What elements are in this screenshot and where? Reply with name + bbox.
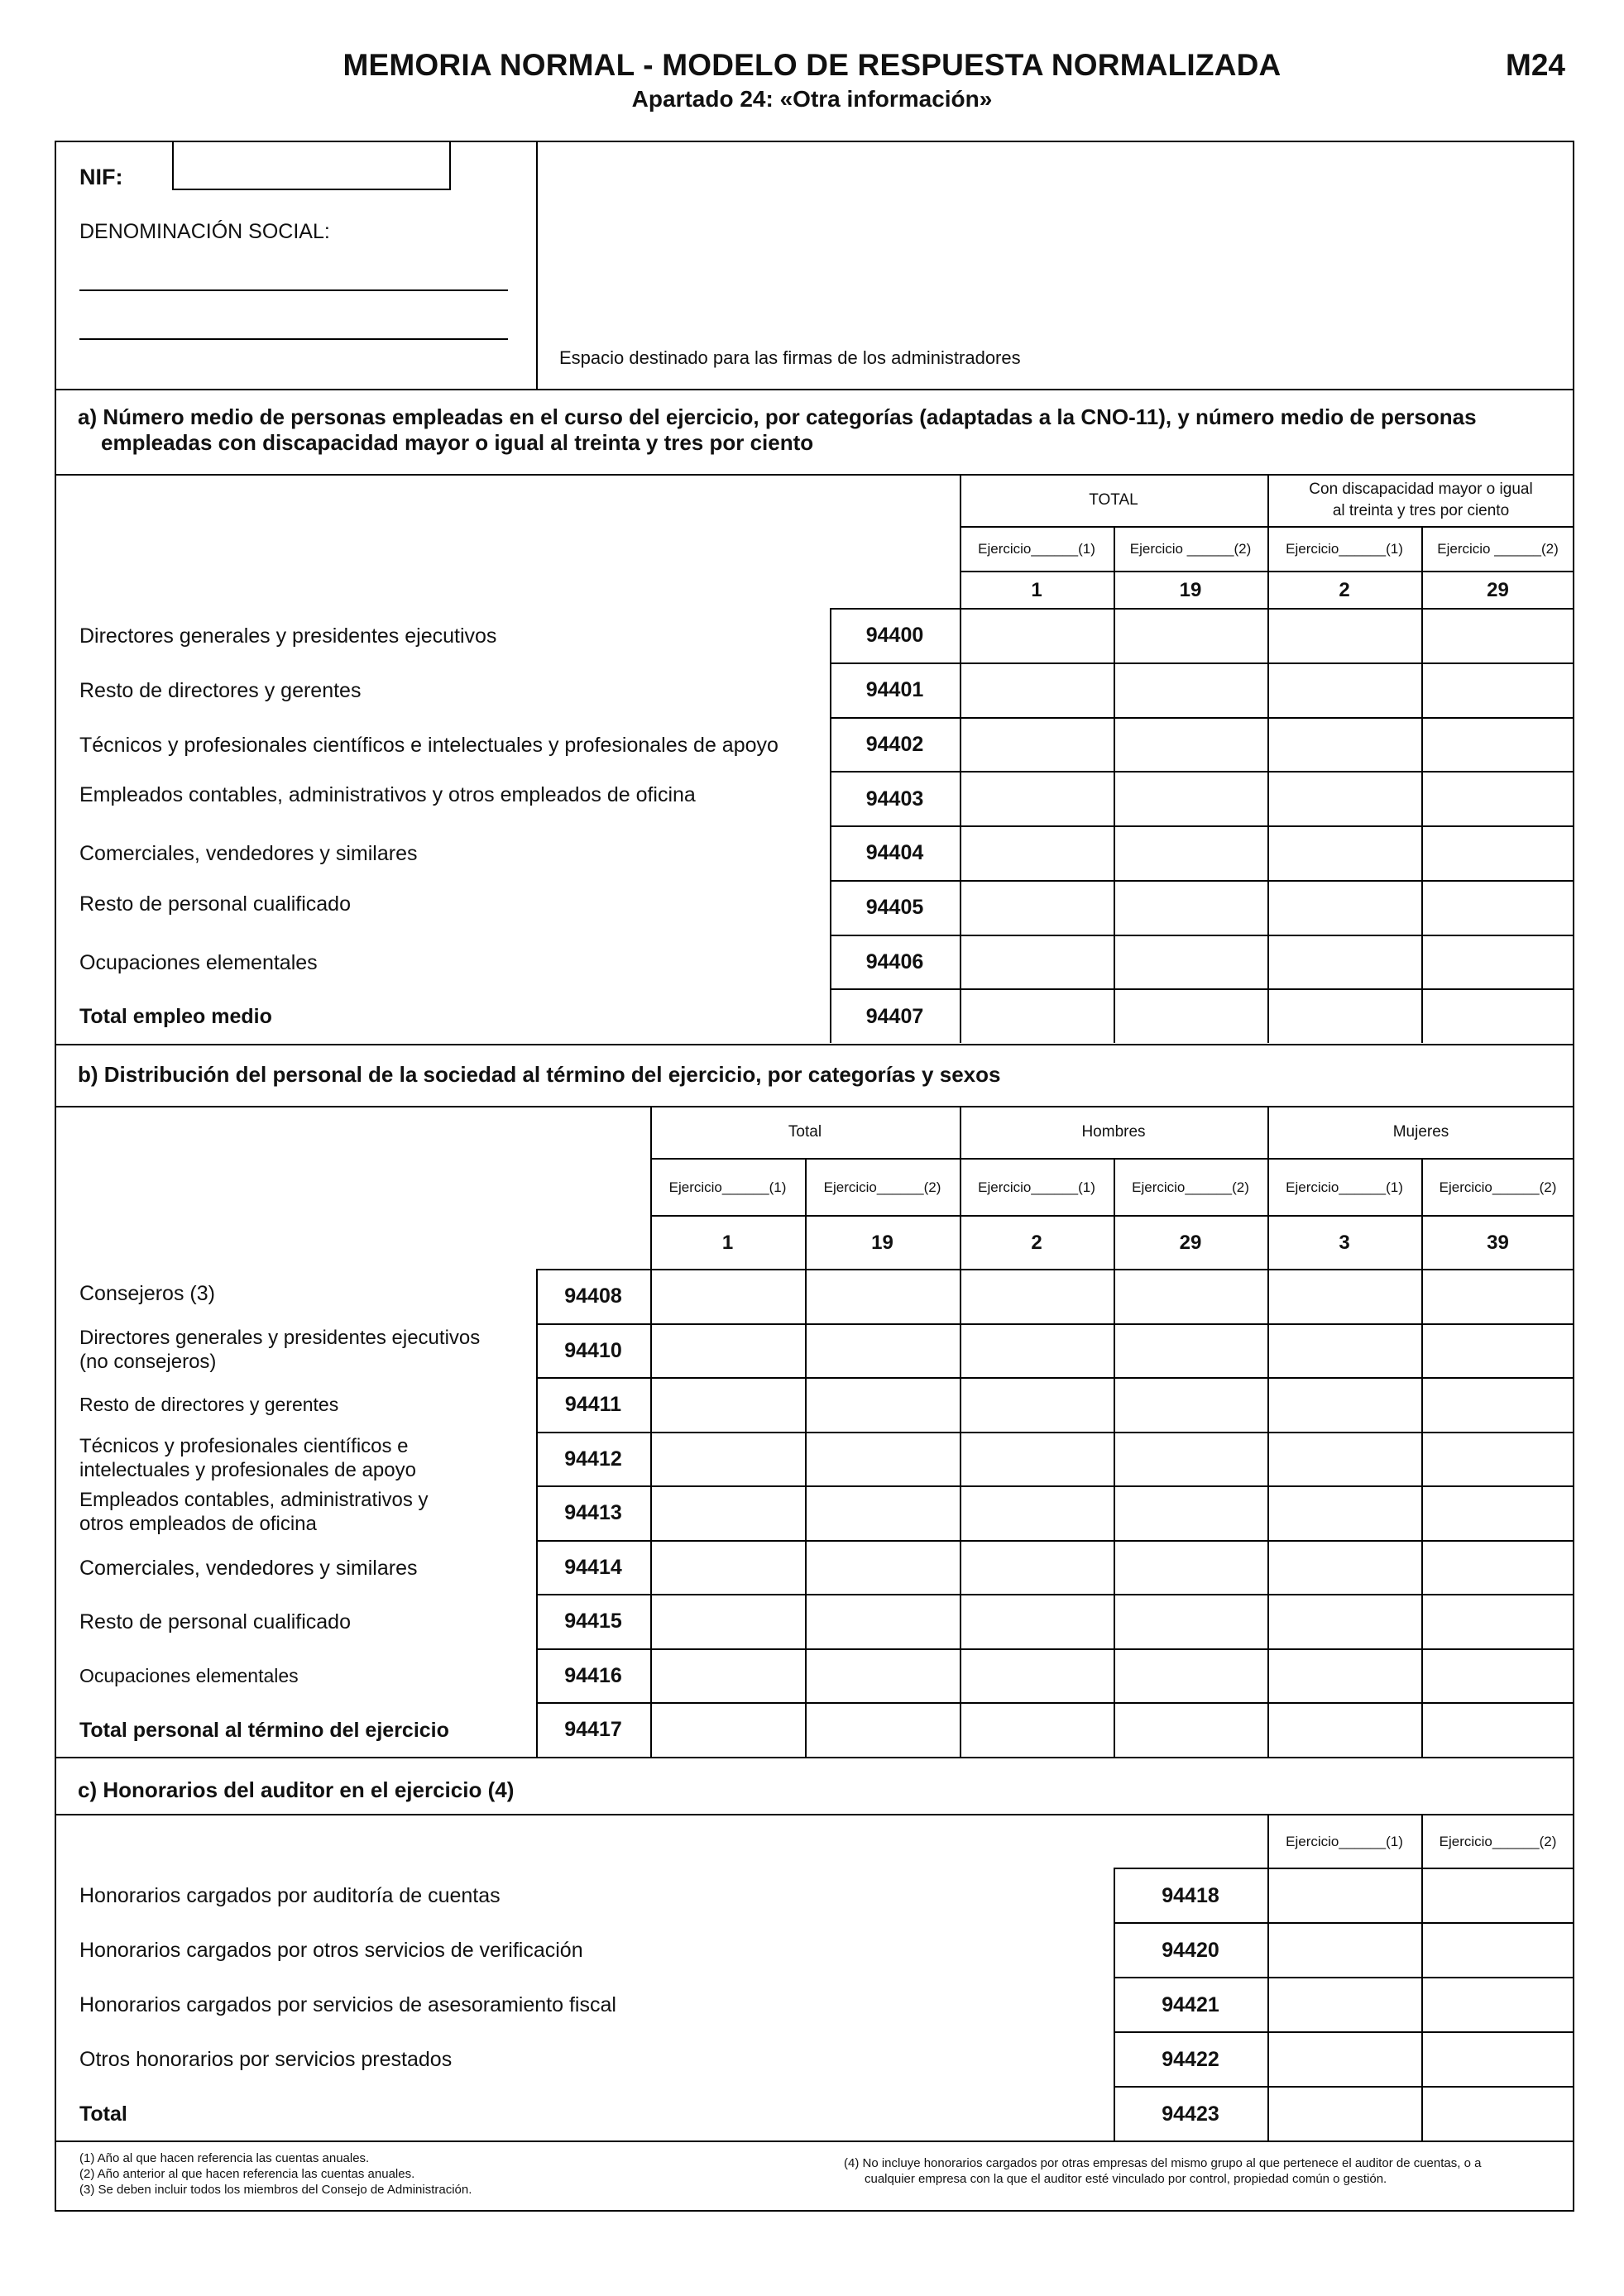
value-input[interactable] xyxy=(1423,719,1573,770)
box-code: 94418 xyxy=(1162,1883,1219,1907)
value-input[interactable] xyxy=(961,990,1112,1041)
value-input[interactable] xyxy=(652,1379,803,1430)
value-input[interactable] xyxy=(1269,2033,1420,2084)
value-input[interactable] xyxy=(807,1379,958,1430)
column-number: 3 xyxy=(1339,1231,1350,1254)
value-input[interactable] xyxy=(1269,2088,1420,2139)
ejercicio-header: Ejercicio______(2) xyxy=(1439,1833,1557,1849)
value-input[interactable] xyxy=(807,1325,958,1376)
nif-label: NIF: xyxy=(79,165,123,189)
section-a-top-line xyxy=(55,389,1574,390)
value-input[interactable] xyxy=(1115,610,1266,661)
row-label-continued: intelectuales y profesionales de apoyo xyxy=(79,1458,416,1481)
denominacion-line-2[interactable] xyxy=(79,338,508,340)
box-code: 94423 xyxy=(1162,2102,1219,2126)
notes-top-line xyxy=(55,2141,1574,2142)
row-label: Ocupaciones elementales xyxy=(79,1664,299,1686)
value-input[interactable] xyxy=(1269,1595,1420,1647)
value-input[interactable] xyxy=(652,1325,803,1376)
value-input[interactable] xyxy=(961,1650,1112,1701)
ejercicio-header: Ejercicio______(2) xyxy=(1132,1179,1249,1195)
ejercicio-header: Ejercicio______(1) xyxy=(1286,1833,1403,1849)
value-input[interactable] xyxy=(1423,827,1573,878)
column-number: 2 xyxy=(1031,1231,1042,1254)
value-input[interactable] xyxy=(652,1433,803,1485)
value-input[interactable] xyxy=(1269,827,1420,878)
value-input[interactable] xyxy=(961,1270,1112,1322)
box-code: 94405 xyxy=(865,896,924,920)
value-input[interactable] xyxy=(1115,882,1266,933)
box-code: 94410 xyxy=(564,1338,622,1362)
row-label: Empleados contables, administrativos y xyxy=(79,1489,429,1511)
value-input[interactable] xyxy=(1423,1542,1573,1593)
value-input[interactable] xyxy=(1423,936,1573,988)
value-input[interactable] xyxy=(1423,1924,1573,1975)
column-number: 19 xyxy=(1179,578,1202,601)
box-code: 94422 xyxy=(1162,2047,1219,2071)
value-input[interactable] xyxy=(1423,990,1573,1041)
box-code: 94402 xyxy=(865,732,924,756)
value-input[interactable] xyxy=(1423,1433,1573,1485)
value-input[interactable] xyxy=(1115,827,1266,878)
value-input[interactable] xyxy=(652,1595,803,1647)
group-disability-line-1: Con discapacidad mayor o igual xyxy=(1309,481,1533,498)
box-code: 94403 xyxy=(865,787,924,811)
value-input[interactable] xyxy=(1269,936,1420,988)
row-label: Comerciales, vendedores y similares xyxy=(79,1556,418,1580)
group-hombres-header: Hombres xyxy=(1081,1123,1146,1141)
value-input[interactable] xyxy=(1269,1325,1420,1376)
note-4-line-2: cualquier empresa con la que el auditor esté vinculado por control, propiedad común o gestión. xyxy=(865,2172,1387,2186)
box-code: 94411 xyxy=(564,1393,622,1417)
value-input[interactable] xyxy=(961,827,1112,878)
value-input[interactable] xyxy=(807,1270,958,1322)
value-input[interactable] xyxy=(1115,1704,1266,1755)
box-code: 94401 xyxy=(865,678,924,702)
value-input[interactable] xyxy=(1269,882,1420,933)
row-label: Empleados contables, administrativos y otros empleados de oficina xyxy=(79,783,696,807)
value-input[interactable] xyxy=(1423,610,1573,661)
row-label: Total xyxy=(79,2102,127,2126)
value-input[interactable] xyxy=(1115,1325,1266,1376)
row-label: Resto de personal cualificado xyxy=(79,892,351,916)
value-input[interactable] xyxy=(807,1542,958,1593)
ejercicio-header: Ejercicio______(1) xyxy=(668,1179,787,1195)
value-input[interactable] xyxy=(1269,719,1420,770)
ejercicio-header: Ejercicio______(1) xyxy=(978,1179,1095,1195)
value-input[interactable] xyxy=(807,1650,958,1701)
section-c-top-line xyxy=(55,1757,1574,1758)
value-input[interactable] xyxy=(1423,1379,1573,1430)
value-input[interactable] xyxy=(807,1433,958,1485)
signatures-label: Espacio destinado para las firmas de los administradores xyxy=(559,347,1021,368)
value-input[interactable] xyxy=(1423,1704,1573,1755)
value-input[interactable] xyxy=(652,1270,803,1322)
value-input[interactable] xyxy=(1269,1924,1420,1975)
value-input[interactable] xyxy=(807,1487,958,1538)
value-input[interactable] xyxy=(1269,1704,1420,1755)
value-input[interactable] xyxy=(961,1433,1112,1485)
row-label: Honorarios cargados por auditoría de cuentas xyxy=(79,1884,501,1907)
box-code: 94421 xyxy=(1162,1992,1219,2016)
value-input[interactable] xyxy=(1269,1433,1420,1485)
value-input[interactable] xyxy=(1269,1379,1420,1430)
value-input[interactable] xyxy=(1423,1869,1573,1921)
value-input[interactable] xyxy=(961,664,1112,715)
column-number: 39 xyxy=(1487,1231,1509,1254)
value-input[interactable] xyxy=(1115,1542,1266,1593)
value-input[interactable] xyxy=(652,1487,803,1538)
row-label: Resto de directores y gerentes xyxy=(79,678,362,702)
denominacion-label: DENOMINACIÓN SOCIAL: xyxy=(79,220,330,243)
box-code: 94413 xyxy=(564,1501,622,1525)
group-disability-line-2: al treinta y tres por ciento xyxy=(1332,502,1510,519)
note-2: (2) Año anterior al que hacen referencia las cuentas anuales. xyxy=(79,2167,415,2181)
value-input[interactable] xyxy=(1115,1379,1266,1430)
row-label: Honorarios cargados por servicios de asesoramiento fiscal xyxy=(79,1993,616,2016)
signatures-area[interactable] xyxy=(538,142,1573,387)
form-code: M24 xyxy=(1506,48,1565,82)
section-a-title-1: a) Número medio de personas empleadas en el curso del ejercicio, por categorías (adaptadas a la CNO-11), y número medio de personas xyxy=(78,404,1477,429)
column-number: 29 xyxy=(1179,1231,1202,1254)
box-code: 94415 xyxy=(564,1610,622,1634)
value-input[interactable] xyxy=(961,610,1112,661)
row-label: Honorarios cargados por otros servicios de verificación xyxy=(79,1939,583,1962)
value-input[interactable] xyxy=(1423,2088,1573,2139)
value-input[interactable] xyxy=(961,882,1112,933)
box-code: 94420 xyxy=(1162,1938,1219,1962)
value-input[interactable] xyxy=(961,1542,1112,1593)
page-title: MEMORIA NORMAL - MODELO DE RESPUESTA NORMALIZADA xyxy=(343,48,1281,82)
row-label: Total empleo medio xyxy=(79,1005,272,1029)
box-code: 94400 xyxy=(865,624,924,648)
value-input[interactable] xyxy=(1115,719,1266,770)
section-b-title: b) Distribución del personal de la sociedad al término del ejercicio, por categorías y sexos xyxy=(78,1062,1001,1087)
value-input[interactable] xyxy=(1423,773,1573,824)
section-a-title-2: empleadas con discapacidad mayor o igual al treinta y tres por ciento xyxy=(101,430,814,455)
value-input[interactable] xyxy=(1115,1650,1266,1701)
column-number: 1 xyxy=(1031,578,1042,601)
row-label: Técnicos y profesionales científicos e intelectuales y profesionales de apoyo xyxy=(79,733,778,757)
column-number: 1 xyxy=(721,1231,734,1254)
row-label: Directores generales y presidentes ejecutivos xyxy=(79,1326,481,1349)
value-input[interactable] xyxy=(1423,1650,1573,1701)
value-input[interactable] xyxy=(961,1325,1112,1376)
box-code: 94414 xyxy=(564,1555,622,1579)
box-code: 94404 xyxy=(865,841,924,865)
value-input[interactable] xyxy=(961,1704,1112,1755)
row-label: Consejeros (3) xyxy=(79,1282,215,1305)
group-total-header: TOTAL xyxy=(1089,491,1138,509)
value-input[interactable] xyxy=(1115,1433,1266,1485)
row-label: Total personal al término del ejercicio xyxy=(79,1719,449,1742)
group-disability-header xyxy=(1267,476,1574,525)
value-input[interactable] xyxy=(1269,664,1420,715)
value-input[interactable] xyxy=(1269,990,1420,1041)
note-4-line-1: (4) No incluye honorarios cargados por otras empresas del mismo grupo al que pertenece el auditor de cuentas, o a xyxy=(844,2156,1482,2170)
box-code: 94407 xyxy=(865,1004,924,1028)
box-code: 94412 xyxy=(564,1447,622,1471)
box-code: 94416 xyxy=(564,1663,622,1687)
value-input[interactable] xyxy=(961,1595,1112,1647)
value-input[interactable] xyxy=(1269,610,1420,661)
value-input[interactable] xyxy=(1423,1595,1573,1647)
row-label: Resto de personal cualificado xyxy=(79,1610,351,1634)
row-label-continued: otros empleados de oficina xyxy=(79,1513,317,1535)
value-input[interactable] xyxy=(1115,664,1266,715)
value-input[interactable] xyxy=(1115,773,1266,824)
note-1: (1) Año al que hacen referencia las cuentas anuales. xyxy=(79,2151,370,2165)
value-input[interactable] xyxy=(807,1595,958,1647)
value-input[interactable] xyxy=(652,1650,803,1701)
value-input[interactable] xyxy=(1115,1270,1266,1322)
nif-field[interactable] xyxy=(172,141,451,190)
value-input[interactable] xyxy=(1269,1270,1420,1322)
ejercicio-header: Ejercicio______(1) xyxy=(1286,541,1403,557)
value-input[interactable] xyxy=(1423,882,1573,933)
value-input[interactable] xyxy=(1269,1487,1420,1538)
box-code: 94417 xyxy=(564,1718,622,1742)
value-input[interactable] xyxy=(1115,1487,1266,1538)
value-input[interactable] xyxy=(1423,1487,1573,1538)
ejercicio-header: Ejercicio______(1) xyxy=(978,541,1095,557)
ejercicio-header: Ejercicio ______(2) xyxy=(1437,541,1559,557)
value-input[interactable] xyxy=(1269,1650,1420,1701)
value-input[interactable] xyxy=(1269,1978,1420,2030)
denominacion-line-1[interactable] xyxy=(79,289,508,291)
ejercicio-header: Ejercicio______(2) xyxy=(1439,1179,1557,1195)
box-code: 94406 xyxy=(865,949,924,973)
ejercicio-header: Ejercicio______(1) xyxy=(1286,1179,1403,1195)
column-number: 2 xyxy=(1339,578,1350,601)
column-number: 29 xyxy=(1487,578,1509,601)
group-mujeres-header: Mujeres xyxy=(1392,1123,1449,1141)
value-input[interactable] xyxy=(961,719,1112,770)
ejercicio-header: Ejercicio______(2) xyxy=(823,1179,941,1195)
value-input[interactable] xyxy=(652,1542,803,1593)
row-label: Ocupaciones elementales xyxy=(79,950,318,974)
section-c-title: c) Honorarios del auditor en el ejercicio (4) xyxy=(78,1777,515,1802)
value-input[interactable] xyxy=(961,1487,1112,1538)
row-label: Comerciales, vendedores y similares xyxy=(79,842,418,865)
row-label: Resto de directores y gerentes xyxy=(79,1394,339,1415)
row-label: Otros honorarios por servicios prestados xyxy=(79,2048,453,2071)
column-number: 19 xyxy=(871,1231,893,1254)
page-subtitle: Apartado 24: «Otra información» xyxy=(631,86,993,112)
value-input[interactable] xyxy=(1269,1542,1420,1593)
value-input[interactable] xyxy=(652,1704,803,1755)
ejercicio-header: Ejercicio ______(2) xyxy=(1129,541,1252,557)
section-b-top-line xyxy=(55,1044,1574,1045)
note-3: (3) Se deben incluir todos los miembros del Consejo de Administración. xyxy=(79,2183,472,2197)
value-input[interactable] xyxy=(1423,1325,1573,1376)
value-input[interactable] xyxy=(1115,1595,1266,1647)
value-input[interactable] xyxy=(1269,773,1420,824)
value-input[interactable] xyxy=(961,1379,1112,1430)
row-label: Técnicos y profesionales científicos e xyxy=(79,1434,409,1457)
value-input[interactable] xyxy=(1269,1869,1420,1921)
value-input[interactable] xyxy=(1423,664,1573,715)
row-label: Directores generales y presidentes ejecutivos xyxy=(79,624,497,648)
value-input[interactable] xyxy=(1423,1978,1573,2030)
value-input[interactable] xyxy=(1115,990,1266,1041)
value-input[interactable] xyxy=(807,1704,958,1755)
value-input[interactable] xyxy=(1423,2033,1573,2084)
value-input[interactable] xyxy=(1115,936,1266,988)
value-input[interactable] xyxy=(1423,1270,1573,1322)
value-input[interactable] xyxy=(961,936,1112,988)
group-total-header: Total xyxy=(788,1123,822,1141)
box-code: 94408 xyxy=(564,1284,622,1308)
value-input[interactable] xyxy=(961,773,1112,824)
row-label-continued: (no consejeros) xyxy=(79,1350,217,1373)
